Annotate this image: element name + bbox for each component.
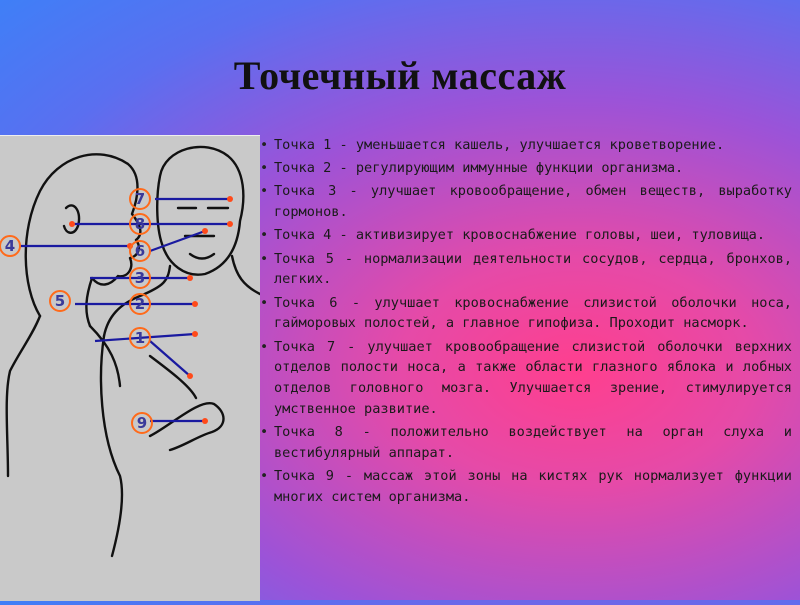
point-number-5: 5: [54, 292, 66, 310]
list-item: • Точка 8 - положительно воздействует на орган слуха и вестибулярный аппарат.: [258, 422, 792, 464]
point-number-2: 2: [134, 295, 146, 313]
points-list: [258, 135, 792, 605]
profile-ear: [64, 205, 79, 232]
slide-title: Точечный массаж: [233, 53, 567, 98]
point-marker-6: [130, 241, 150, 261]
list-item: • Точка 7 - улучшает кровообращение слизистой оболочки верхних отделов полости носа, а также области глазного яблока и лобных отделов головного мозга. Улучшается зрение, стимулируется умственное развитие.: [258, 337, 792, 420]
point-dot: [69, 221, 75, 227]
point-dot: [187, 275, 193, 281]
point-dot: [227, 196, 233, 202]
list-item: • Точка 9 - массаж этой зоны на кистях рук нормализует функции многих систем организма.: [258, 466, 792, 508]
point-marker-5: [50, 291, 70, 311]
list-item: • Точка 5 - нормализации деятельности сосудов, сердца, бронхов, легких.: [258, 249, 792, 291]
point-number-6: 6: [134, 242, 146, 260]
frontal-head-outline: [157, 147, 243, 275]
point-dot: [227, 221, 233, 227]
acupressure-diagram: [0, 135, 260, 601]
point-number-8: 8: [134, 215, 146, 233]
point-marker-9: [132, 413, 152, 433]
point-number-1: 1: [134, 329, 146, 347]
point-dot: [202, 418, 208, 424]
point-number-7: 7: [134, 190, 146, 208]
list-item: • Точка 4 - активизирует кровоснабжение головы, шеи, туловища.: [258, 225, 792, 246]
frontal-hand: [150, 403, 224, 450]
point-marker-7: [130, 189, 150, 209]
point-dot: [192, 301, 198, 307]
list-item: • Точка 6 - улучшает кровоснабжение слизистой оболочки носа, гайморовых полостей, а главное гипофиза. Проходит насморк.: [258, 293, 792, 335]
point-dot: [202, 228, 208, 234]
point-dot: [187, 373, 193, 379]
frontal-neck-shoulders: [104, 256, 260, 336]
point-number-3: 3: [134, 269, 146, 287]
list-item: • Точка 3 - улучшает кровообращение, обмен веществ, выработку гормонов.: [258, 181, 792, 223]
list-item: • Точка 2 - регулирующим иммунные функции организма.: [258, 158, 792, 179]
acupressure-figure-svg: [0, 136, 260, 601]
point-number-4: 4: [4, 237, 16, 255]
profile-head-outline: [26, 154, 141, 326]
frontal-eyes: [178, 208, 228, 259]
point-marker-4: [0, 236, 20, 256]
point-dot: [192, 331, 198, 337]
point-number-9: 9: [136, 414, 148, 432]
list-item: • Точка 1 - уменьшается кашель, улучшается кроветворение.: [258, 135, 792, 156]
